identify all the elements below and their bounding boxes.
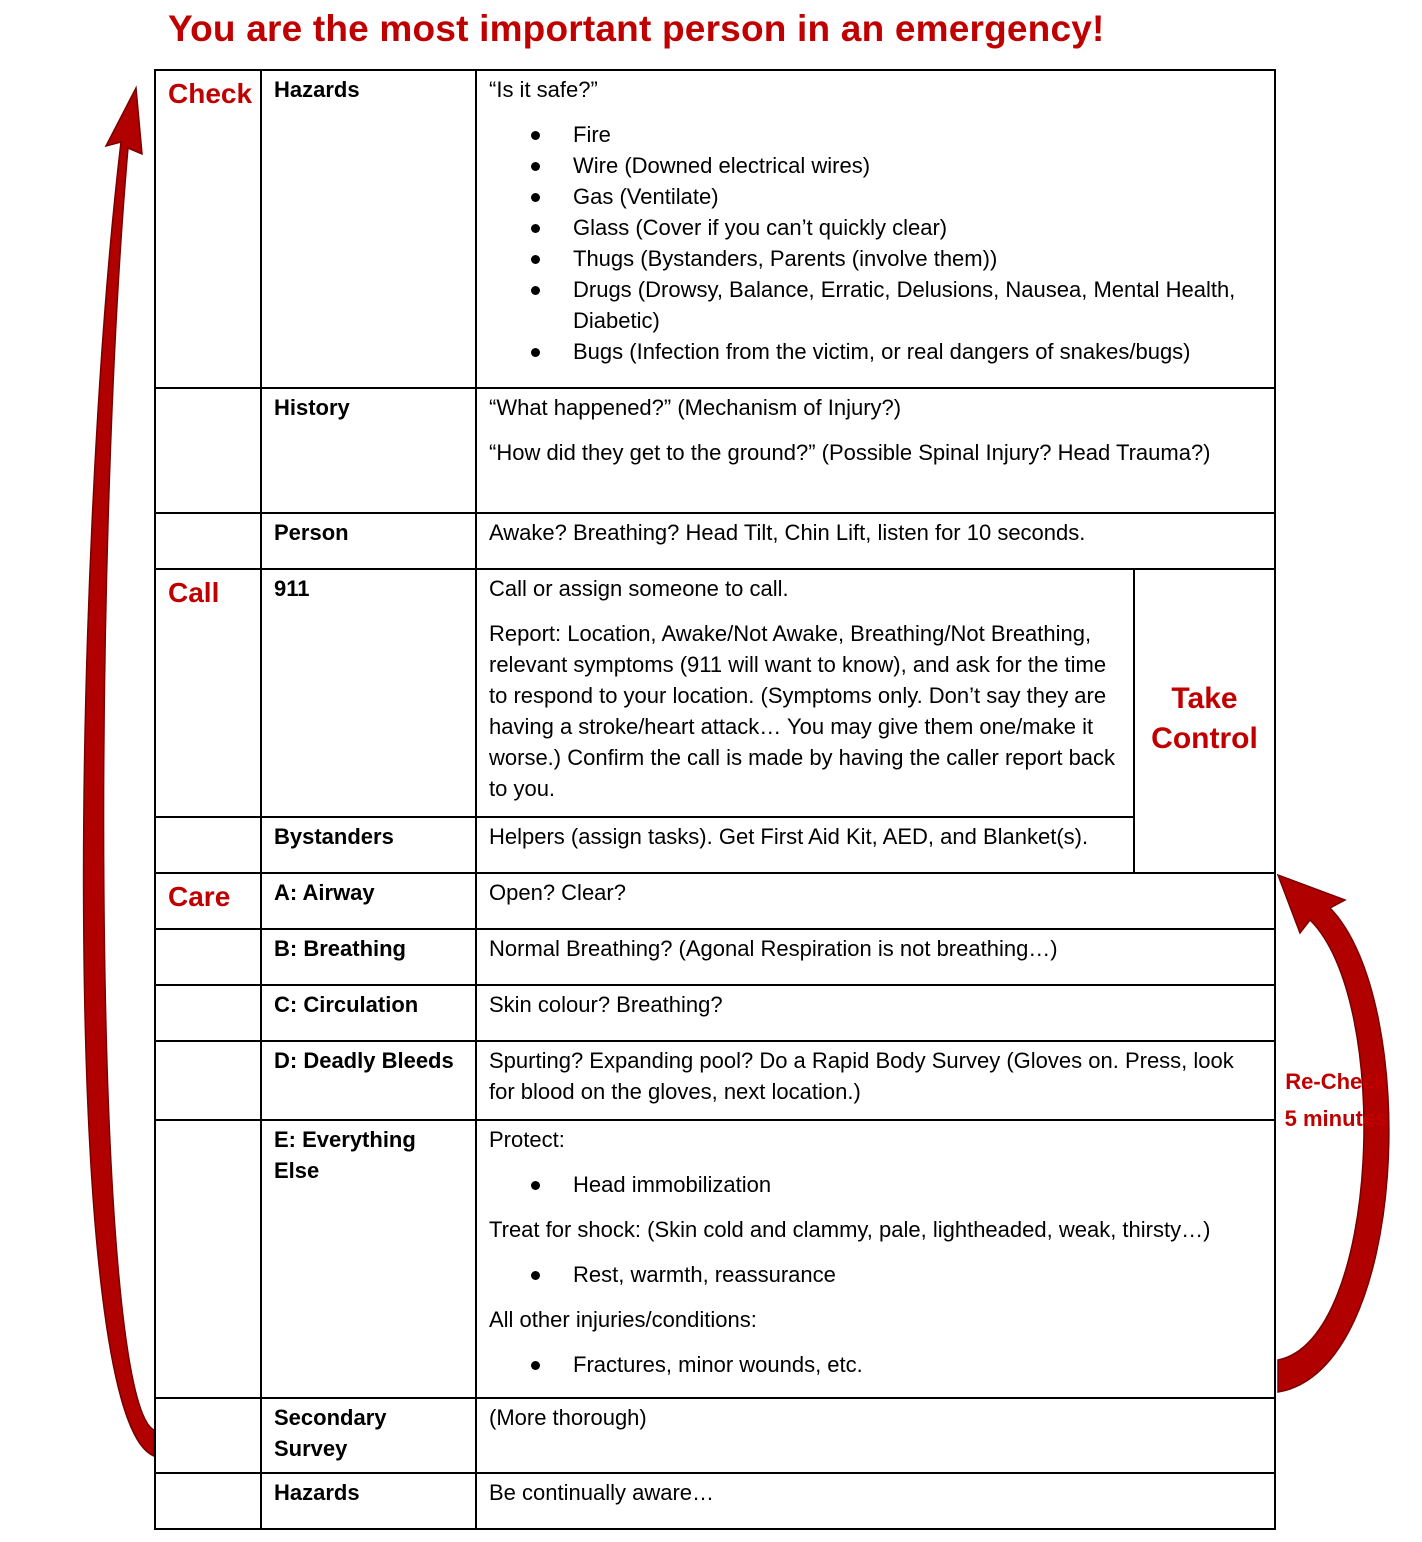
step-cell bbox=[155, 817, 261, 873]
other-list bbox=[489, 1349, 1262, 1380]
step-cell bbox=[155, 985, 261, 1041]
take-control-label: Take Control bbox=[1134, 569, 1275, 873]
content-cell: Spurting? Expanding pool? Do a Rapid Body Survey (Gloves on. Press, look for blood on the gloves, next location.) bbox=[476, 1041, 1275, 1120]
row-label-hazards-end: Hazards bbox=[274, 1480, 360, 1505]
table-row-person bbox=[155, 513, 1275, 569]
step-cell bbox=[155, 1398, 261, 1473]
table-row-hazards-end bbox=[155, 1473, 1275, 1529]
action-table bbox=[154, 69, 1276, 1530]
label-cell bbox=[261, 70, 476, 388]
label-cell bbox=[261, 1041, 476, 1120]
table-row-secondary-survey bbox=[155, 1398, 1275, 1473]
step-care: Care bbox=[168, 881, 231, 912]
table-row-everything-else bbox=[155, 1120, 1275, 1398]
list-item: Fire bbox=[573, 119, 1262, 150]
row-label-circulation: C: Circulation bbox=[274, 992, 419, 1017]
row-label-bystanders: Bystanders bbox=[274, 824, 394, 849]
content-cell bbox=[476, 388, 1275, 513]
step-call: Call bbox=[168, 577, 220, 608]
table-row-breathing bbox=[155, 929, 1275, 985]
table-row-circulation bbox=[155, 985, 1275, 1041]
shock-list bbox=[489, 1259, 1262, 1290]
list-item: Rest, warmth, reassurance bbox=[573, 1259, 1262, 1290]
label-cell bbox=[261, 985, 476, 1041]
row-label-breathing: B: Breathing bbox=[274, 936, 406, 961]
row-label-hazards: Hazards bbox=[274, 77, 360, 102]
table-row-hazards bbox=[155, 70, 1275, 388]
row-label-airway: A: Airway bbox=[274, 880, 375, 905]
history-line-1: “What happened?” (Mechanism of Injury?) bbox=[489, 395, 902, 420]
table-row-deadly-bleeds bbox=[155, 1041, 1275, 1120]
list-item: Wire (Downed electrical wires) bbox=[573, 150, 1262, 181]
step-cell bbox=[155, 1120, 261, 1398]
table-row-airway bbox=[155, 873, 1275, 929]
list-item: Fractures, minor wounds, etc. bbox=[573, 1349, 1262, 1380]
label-cell bbox=[261, 388, 476, 513]
page-title: You are the most important person in an emergency! bbox=[168, 8, 1105, 49]
history-line-2: “How did they get to the ground?” (Possible Spinal Injury? Head Trauma?) bbox=[489, 440, 1211, 465]
row-label-911: 911 bbox=[274, 576, 310, 601]
step-cell bbox=[155, 1041, 261, 1120]
step-check: Check bbox=[168, 78, 253, 109]
label-cell bbox=[261, 1473, 476, 1529]
left-loop-arrow-icon bbox=[84, 88, 154, 1456]
label-cell bbox=[261, 873, 476, 929]
content-cell: Normal Breathing? (Agonal Respiration is not breathing…) bbox=[476, 929, 1275, 985]
step-cell bbox=[155, 929, 261, 985]
step-cell bbox=[155, 513, 261, 569]
content-cell: Open? Clear? bbox=[476, 873, 1275, 929]
content-cell bbox=[476, 70, 1275, 388]
call-line-2: Report: Location, Awake/Not Awake, Breathing/Not Breathing, relevant symptoms (911 will want to know), and ask for the time to respond to your location. (Symptoms only. Don’t say they are having a stroke/heart attack… You may give them one/make it worse.) Confirm the call is made by having the caller report back to you. bbox=[489, 621, 1116, 801]
table-row-history bbox=[155, 388, 1275, 513]
step-cell bbox=[155, 873, 261, 929]
label-cell bbox=[261, 1398, 476, 1473]
label-cell bbox=[261, 513, 476, 569]
shock-heading: Treat for shock: (Skin cold and clammy, pale, lightheaded, weak, thirsty…) bbox=[489, 1217, 1211, 1242]
list-item: Thugs (Bystanders, Parents (involve them)) bbox=[573, 243, 1262, 274]
step-cell bbox=[155, 70, 261, 388]
list-item: Bugs (Infection from the victim, or real dangers of snakes/bugs) bbox=[573, 336, 1262, 367]
step-cell bbox=[155, 1473, 261, 1529]
list-item: Drugs (Drowsy, Balance, Erratic, Delusions, Nausea, Mental Health, Diabetic) bbox=[573, 274, 1262, 336]
step-cell bbox=[155, 569, 261, 817]
content-cell bbox=[476, 1120, 1275, 1398]
label-cell bbox=[261, 929, 476, 985]
label-cell bbox=[261, 569, 476, 817]
content-cell: Skin colour? Breathing? bbox=[476, 985, 1275, 1041]
row-label-history: History bbox=[274, 395, 350, 420]
protect-heading: Protect: bbox=[489, 1127, 565, 1152]
row-label-deadly-bleeds: D: Deadly Bleeds bbox=[274, 1048, 454, 1073]
content-cell: Helpers (assign tasks). Get First Aid Kit, AED, and Blanket(s). bbox=[476, 817, 1134, 873]
hazards-list bbox=[489, 119, 1262, 367]
table-row-911 bbox=[155, 569, 1275, 817]
list-item: Head immobilization bbox=[573, 1169, 1262, 1200]
list-item: Glass (Cover if you can’t quickly clear) bbox=[573, 212, 1262, 243]
content-cell: Awake? Breathing? Head Tilt, Chin Lift, listen for 10 seconds. bbox=[476, 513, 1275, 569]
protect-list bbox=[489, 1169, 1262, 1200]
label-cell bbox=[261, 1120, 476, 1398]
row-label-everything-else: E: Everything Else bbox=[274, 1127, 416, 1183]
call-line-1: Call or assign someone to call. bbox=[489, 576, 789, 601]
label-cell bbox=[261, 817, 476, 873]
content-cell: (More thorough) bbox=[476, 1398, 1275, 1473]
other-heading: All other injuries/conditions: bbox=[489, 1307, 757, 1332]
table-row-bystanders bbox=[155, 817, 1275, 873]
content-cell: Be continually aware… bbox=[476, 1473, 1275, 1529]
recheck-label: Re-Check 5 minutes bbox=[1284, 1069, 1388, 1131]
hazards-intro: “Is it safe?” bbox=[489, 77, 598, 102]
step-cell bbox=[155, 388, 261, 513]
row-label-person: Person bbox=[274, 520, 349, 545]
content-cell bbox=[476, 569, 1134, 817]
row-label-secondary-survey: Secondary Survey bbox=[274, 1405, 387, 1461]
list-item: Gas (Ventilate) bbox=[573, 181, 1262, 212]
